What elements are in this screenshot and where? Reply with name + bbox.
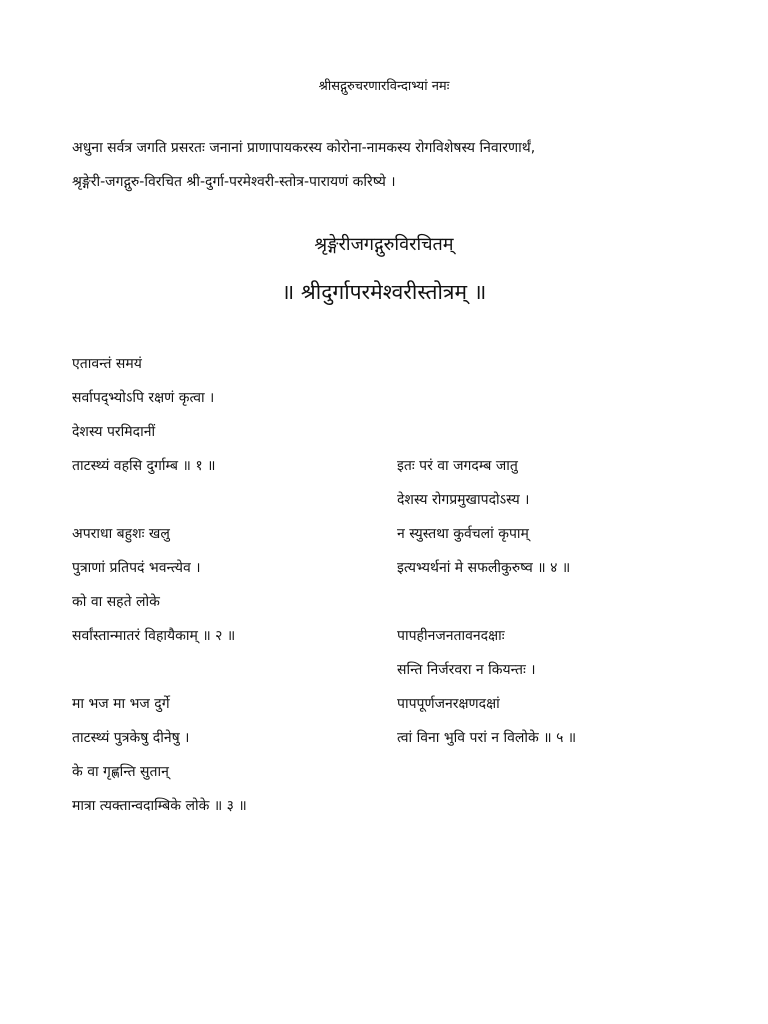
intro-line-2: श्रृङ्गेरी-जगद्गुरु-विरचित श्री-दुर्गा-परमेश्वरी-स्तोत्र-पारायणं करिष्ये । (72, 174, 396, 190)
verse-line: इतः परं वा जगदम्ब जातु (397, 458, 518, 474)
verse-line: देशस्य परमिदानीं (72, 424, 156, 440)
verse-line: मात्रा त्यक्तान्वदाम्बिके लोके ॥ ३ ॥ (72, 798, 247, 814)
verse-line: सर्वापद्भ्योऽपि रक्षणं कृत्वा । (72, 390, 215, 406)
invocation-line: श्रीसद्गुरुचरणारविन्दाभ्यां नमः (318, 79, 450, 94)
verse-line: के वा गृह्णन्ति सुतान् (72, 764, 169, 780)
verse-line: को वा सहते लोके (72, 594, 160, 610)
stotram-title: ॥ श्रीदुर्गापरमेश्वरीस्तोत्रम् ॥ (281, 280, 487, 304)
verse-line: पापहीनजनतावनदक्षाः (397, 628, 505, 644)
verse-line: सर्वांस्तान्मातरं विहायैकाम् ॥ २ ॥ (72, 628, 236, 644)
verse-line: सन्ति निर्जरवरा न कियन्तः । (397, 662, 536, 678)
intro-line-1: अधुना सर्वत्र जगति प्रसरतः जनानां प्राणापायकरस्य कोरोना-नामकस्य रोगविशेषस्य निवारणार्थं, (72, 140, 536, 156)
subtitle: श्रृङ्गेरीजगद्गुरुविरचितम् (314, 234, 454, 255)
verse-line: त्वां विना भुवि परां न विलोके ॥ ५ ॥ (397, 730, 577, 746)
verse-line: देशस्य रोगप्रमुखापदोऽस्य । (397, 492, 530, 508)
verse-line: न स्युस्तथा कुर्वचलां कृपाम् (397, 526, 529, 542)
verse-line: इत्यभ्यर्थनां मे सफलीकुरुष्व ॥ ४ ॥ (397, 560, 571, 576)
verse-line: ताटस्थ्यं पुत्रकेषु दीनेषु । (72, 730, 190, 746)
verse-line: पापपूर्णजनरक्षणदक्षां (397, 696, 500, 712)
verse-line: ताटस्थ्यं वहसि दुर्गाम्ब ॥ १ ॥ (72, 458, 216, 474)
verse-line: मा भज मा भज दुर्गे (72, 696, 170, 712)
verse-line: अपराधा बहुशः खलु (72, 526, 170, 542)
verse-line: पुत्राणां प्रतिपदं भवन्त्येव । (72, 560, 201, 576)
verse-line: एतावन्तं समयं (72, 356, 142, 372)
